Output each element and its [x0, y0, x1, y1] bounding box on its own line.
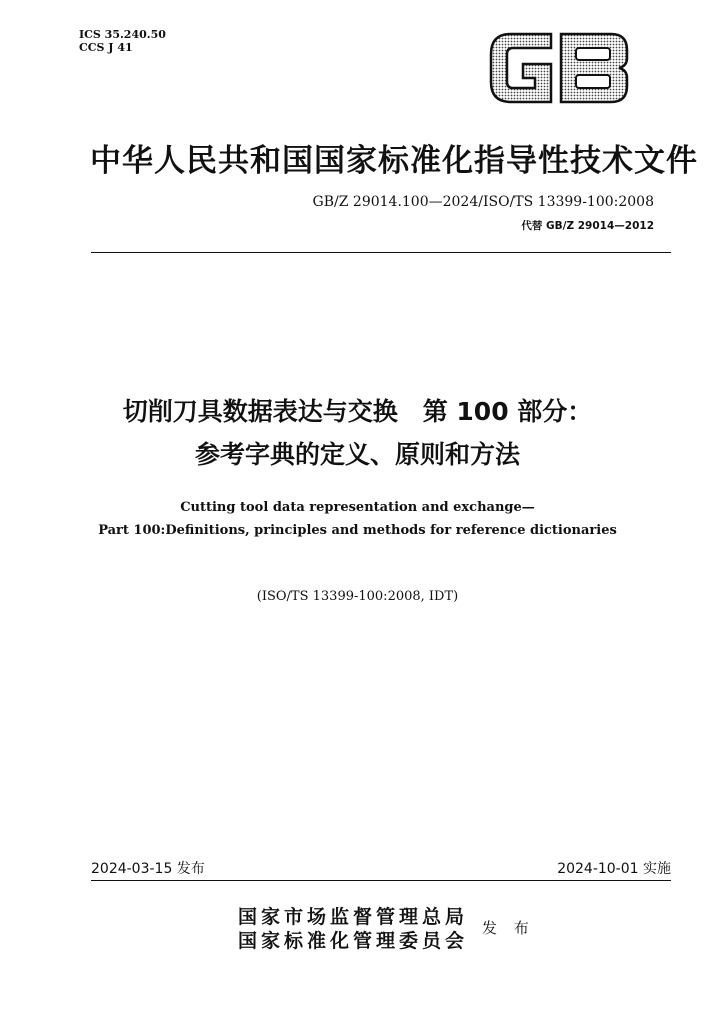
title-cn-line1: 切削刀具数据表达与交换 第 100 部分：: [122, 397, 593, 426]
implementation-date: 2024-10-01 实施: [557, 861, 671, 877]
ccs-code: CCS J 41: [79, 41, 133, 54]
footer-divider: [91, 880, 671, 881]
issuer-sac: 国家标准化管理委员会: [238, 930, 469, 952]
replaces-standard: 代替 GB/Z 29014—2012: [521, 220, 654, 232]
logo-letter-b: [561, 34, 627, 102]
classification-codes: [79, 28, 166, 54]
title-cn-line2: 参考字典的定义、原则和方法: [194, 440, 520, 469]
title-en-line2: Part 100:Definitions, principles and methods for reference dictionaries: [98, 523, 617, 538]
document-type-heading: 中华人民共和国国家标准化指导性技术文件: [90, 143, 698, 179]
issuer-samr: 国家市场监督管理总局: [238, 906, 469, 928]
standard-number: GB/Z 29014.100—2024/ISO/TS 13399-100:2008: [312, 194, 654, 210]
publish-label: 发 布: [482, 919, 535, 937]
ics-code: ICS 35.240.50: [79, 28, 166, 41]
header-divider: [91, 252, 671, 253]
gb-logo: [483, 28, 633, 108]
logo-letter-g: [491, 34, 551, 102]
title-en-line1: Cutting tool data representation and exchange—: [180, 500, 535, 515]
issue-date: 2024-03-15 发布: [91, 861, 205, 877]
equivalence-note: (ISO/TS 13399-100:2008, IDT): [256, 589, 459, 604]
